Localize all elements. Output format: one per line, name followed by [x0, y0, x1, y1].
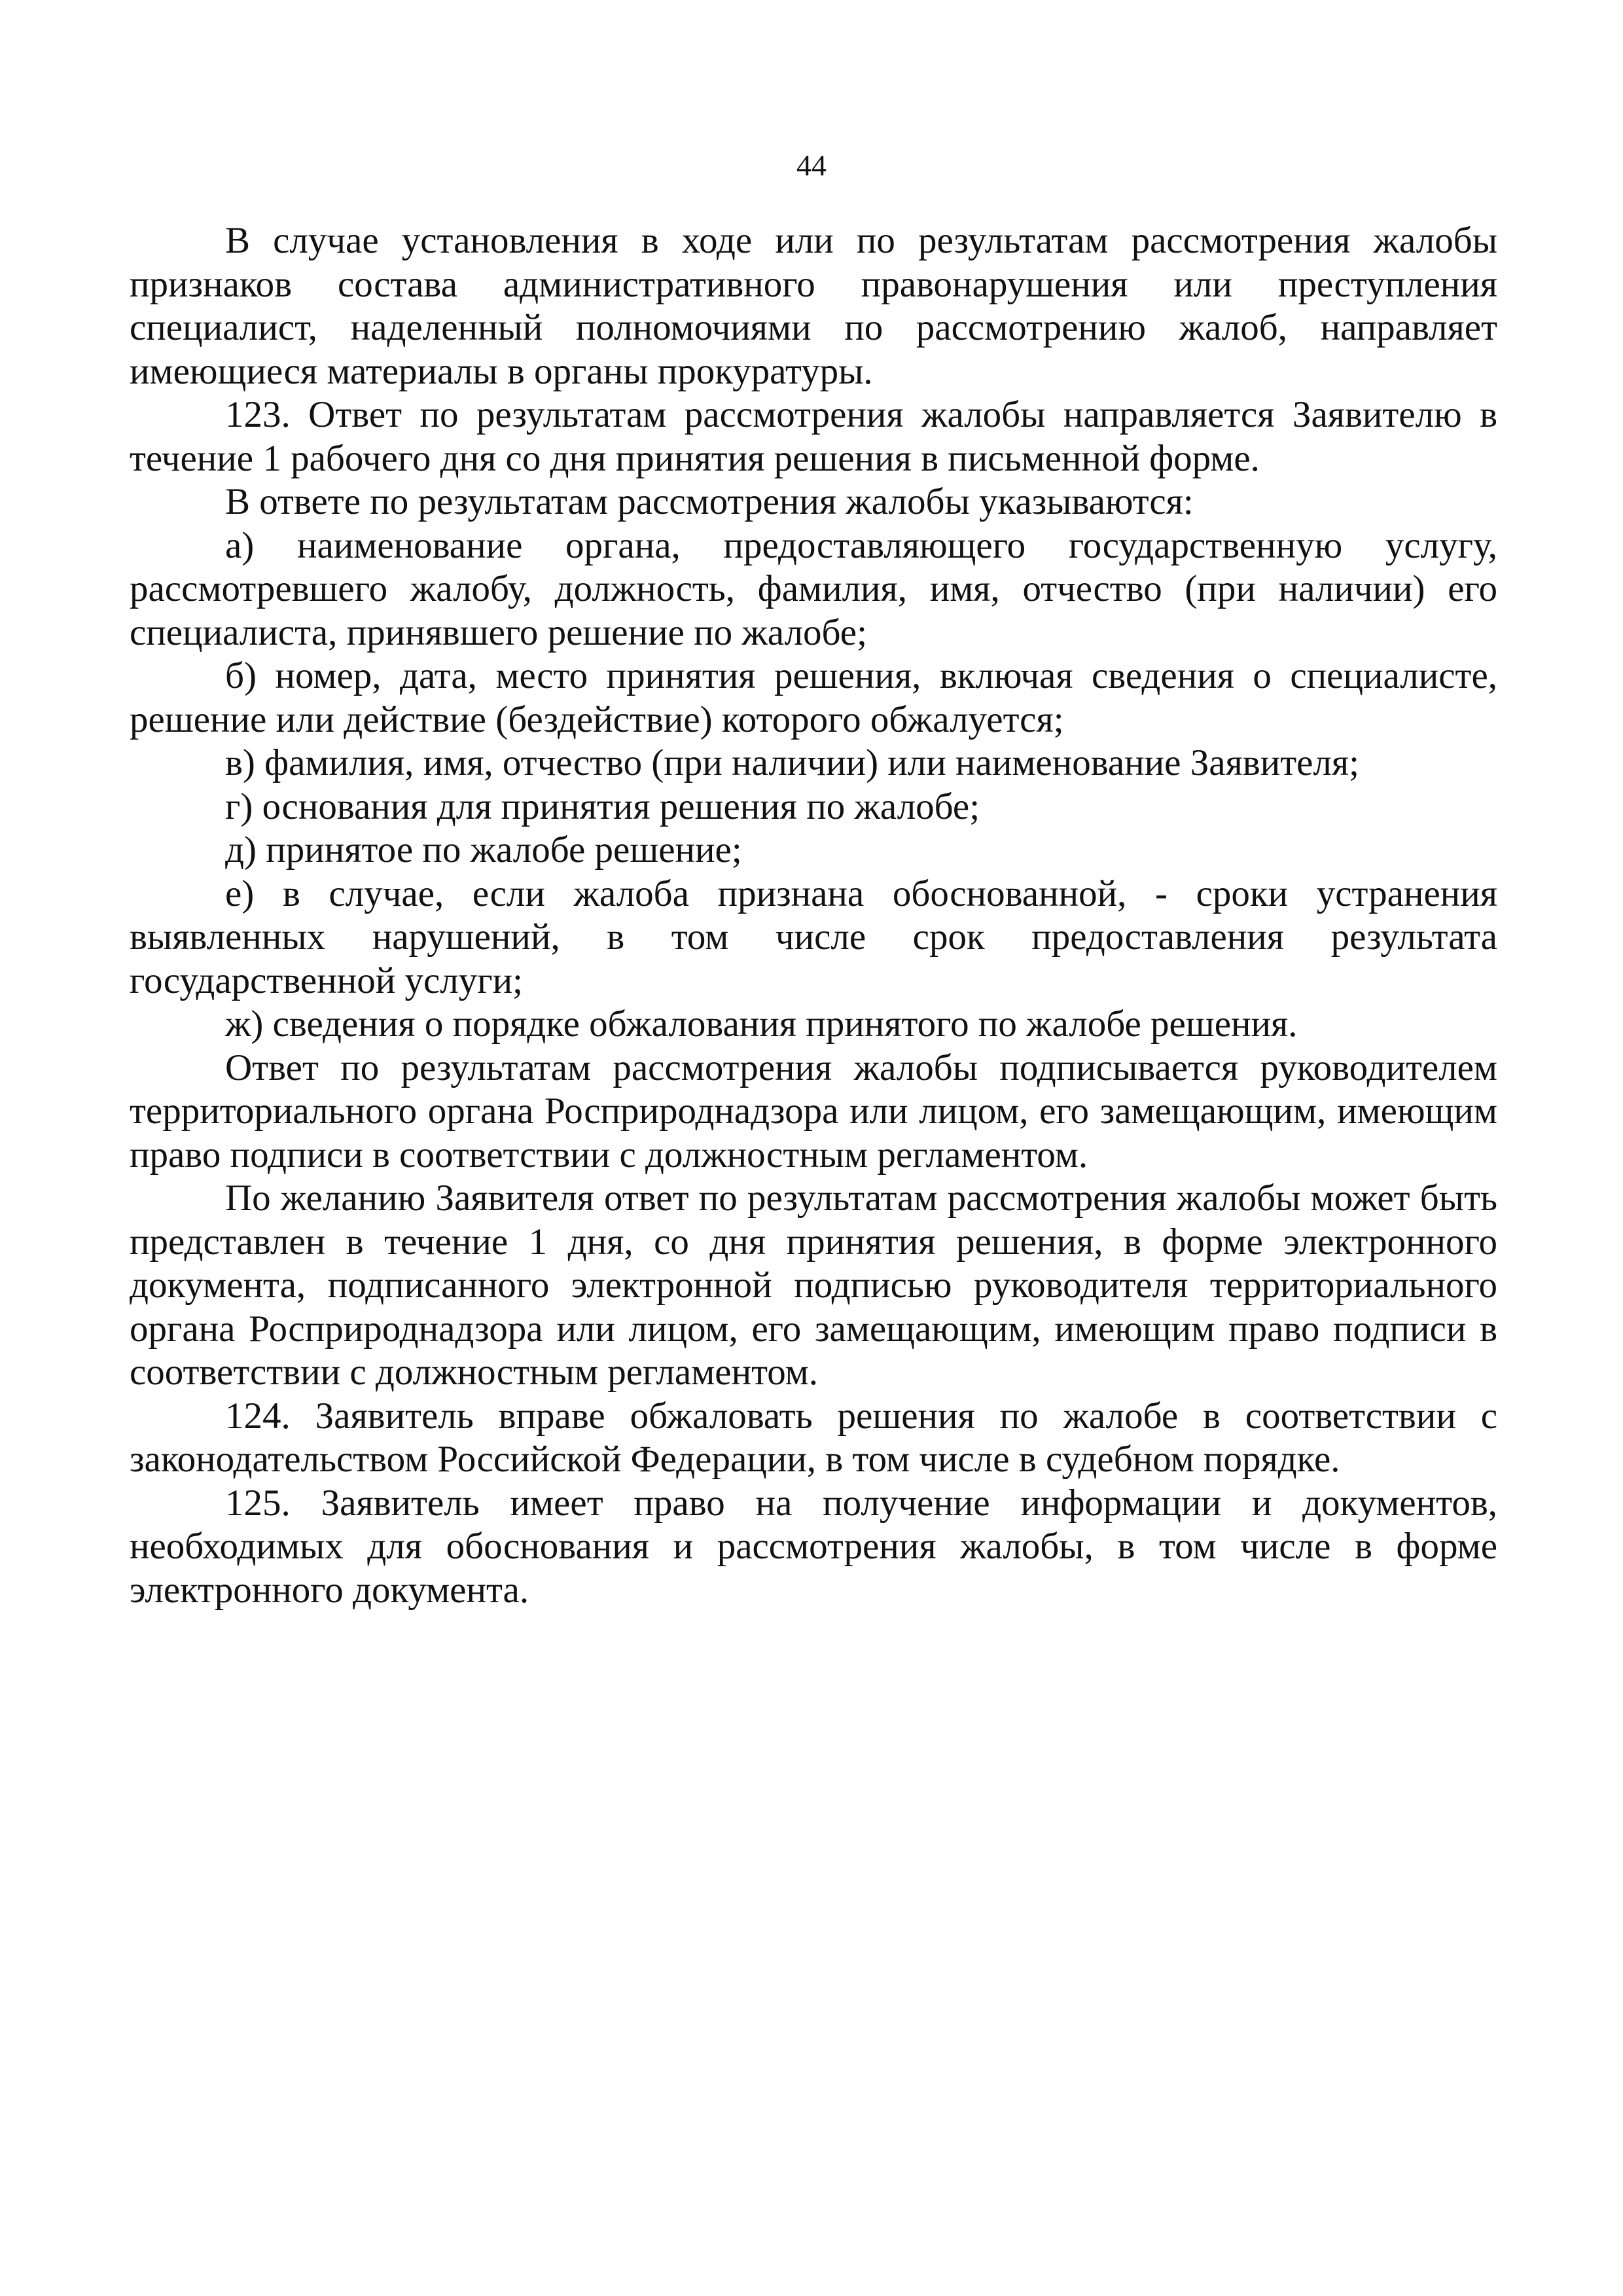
paragraph: По желанию Заявителя ответ по результатам рассмотрения жалобы может быть представлен в течение 1 дня, со дня принятия решения, в форме электронного документа, подписанного электронной подписью руководителя территориального органа Росприроднадзора или лицом, его замещающим, имеющим право подписи в соответствии с должностным регламентом. — [130, 1177, 1497, 1393]
paragraph: В ответе по результатам рассмотрения жалобы указываются: — [225, 481, 1194, 522]
paragraph: Ответ по результатам рассмотрения жалобы подписывается руководителем территориального органа Росприроднадзора или лицом, его замещающим, имеющим право подписи в соответствии с должностным регламентом. — [130, 1047, 1497, 1175]
paragraph: 124. Заявитель вправе обжаловать решения по жалобе в соответствии с законодательством Российской Федерации, в том числе в судебном порядке. — [130, 1395, 1497, 1480]
document-body — [130, 219, 1497, 1612]
page-number: 44 — [796, 149, 827, 182]
paragraph: д) принятое по жалобе решение; — [225, 829, 742, 870]
paragraph: г) основания для принятия решения по жалобе; — [225, 785, 980, 827]
paragraph: 123. Ответ по результатам рассмотрения жалобы направляется Заявителю в течение 1 рабочего дня со дня принятия решения в письменной форме. — [130, 394, 1497, 479]
paragraph: а) наименование органа, предоставляющего государственную услугу, рассмотревшего жалобу, должность, фамилия, имя, отчество (при наличии) его специалиста, принявшего решение по жалобе; — [130, 524, 1497, 653]
paragraph: е) в случае, если жалоба признана обоснованной, - сроки устранения выявленных нарушений, в том числе срок предоставления результата государственной услуги; — [130, 872, 1497, 1001]
paragraph: б) номер, дата, место принятия решения, включая сведения о специалисте, решение или действие (бездействие) которого обжалуется; — [130, 655, 1497, 740]
paragraph: в) фамилия, имя, отчество (при наличии) или наименование Заявителя; — [225, 742, 1359, 783]
paragraph: В случае установления в ходе или по результатам рассмотрения жалобы признаков состава административного правонарушения или преступления специалист, наделенный полномочиями по рассмотрению жалоб, направляет имеющиеся материалы в органы прокуратуры. — [130, 220, 1497, 392]
paragraph: 125. Заявитель имеет право на получение информации и документов, необходимых для обоснования и рассмотрения жалобы, в том числе в форме электронного документа. — [130, 1482, 1497, 1611]
paragraph: ж) сведения о порядке обжалования принятого по жалобе решения. — [225, 1003, 1298, 1045]
